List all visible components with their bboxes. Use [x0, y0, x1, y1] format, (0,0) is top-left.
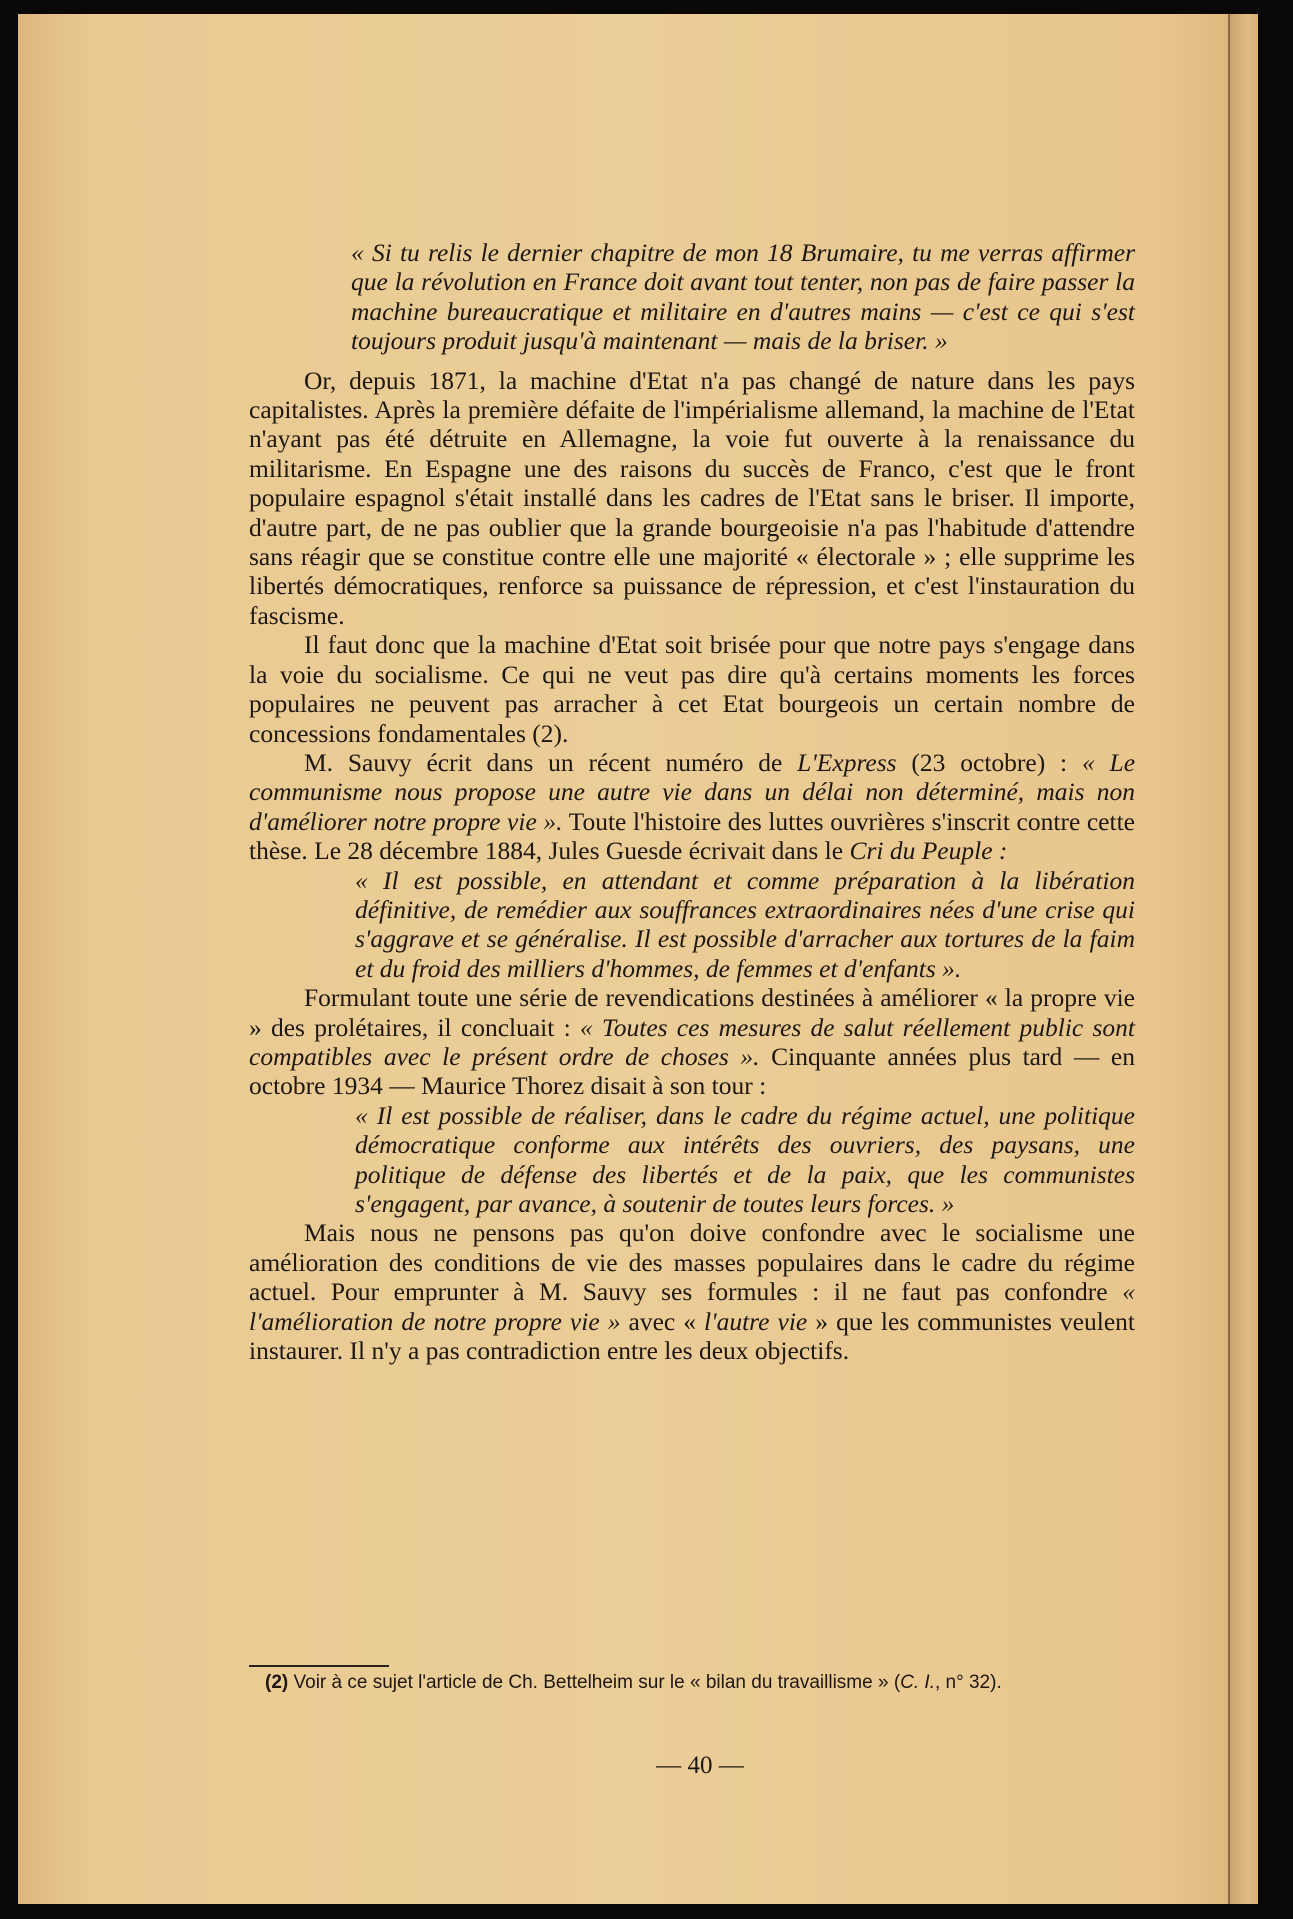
sauvy-phrase-2: l'autre vie — [704, 1306, 808, 1336]
page-number: — 40 — — [656, 1752, 744, 1779]
para5-text-c: avec « — [620, 1306, 705, 1336]
footnote-text-c: , n° 32). — [934, 1672, 1002, 1693]
para3-text-e: Toute l'histoire des luttes ouvrières s'inscrit contre cette thèse. Le 28 décembre 1884, Jules Guesde écrivait dans le — [249, 806, 1135, 866]
paragraph-1: Or, depuis 1871, la machine d'Etat n'a pas changé de nature dans les pays capitalistes. Après la première défaite de l'impérialisme allemand, la machine de l'Etat n'ayant pas été détruite en Allemagne, la voie fut ouverte à la renaissance du militarisme. En Espagne une des raisons du succès de Franco, c'est que le front populaire espagnol s'était installé dans les cadres de l'Etat sans le briser. Il importe, d'autre part, de ne pas oublier que la grande bourgeoisie n'a pas l'habitude d'attendre sans réagir que se constitue contre elle une majorité « électorale » ; elle supprime les libertés démocratiques, renforce sa puissance de répression, et c'est l'instauration du fascisme. — [249, 365, 1135, 630]
guesde-conclusion-quote: « Toutes ces mesures de salut réellement public sont compatibles avec le présent ordre de choses ». — [249, 1012, 1135, 1071]
para5-text-e: » que les communistes veulent instaurer. Il n'y a pas contradiction entre les deux objectifs. — [249, 1306, 1135, 1366]
para4-text-a: Formulant toute une série de revendications destinées à améliorer « la propre vie » des prolétaires, il concluait : — [249, 983, 1135, 1042]
para3-text-c: (23 octobre) : — [896, 747, 1082, 777]
para5-text-a: Mais nous ne pensons pas qu'on doive confondre avec le socialisme une amélioration des conditions de vie des masses populaires dans le cadre du régime actuel. Pour emprunter à M. Sauvy ses formules : il ne faut pas confondre — [249, 1218, 1135, 1307]
footnote — [265, 1672, 1145, 1694]
sauvy-phrase-1: « l'amélioration de notre propre vie » — [249, 1277, 1135, 1336]
paragraph-2: Il faut donc que la machine d'Etat soit brisée pour que notre pays s'engage dans la voie du socialisme. Ce qui ne veut pas dire qu'à certains moments les forces populaires ne peuvent pas arracher à cet Etat bourgeois un certain nombre de concessions fondamentales (2). — [249, 630, 1135, 748]
main-text — [249, 238, 1135, 1365]
para3-text-a: M. Sauvy écrit dans un récent numéro de — [304, 747, 798, 777]
paragraph-4 — [249, 983, 1135, 1101]
guesde-quote: « Il est possible, en attendant et comme préparation à la libération définitive, de remédier aux souffrances extraordinaires nées d'une crise qui s'aggrave et se généralise. Il est possible d'arracher aux tortures de la faim et du froid des milliers d'hommes, de femmes et d'enfants ». — [355, 865, 1135, 983]
paragraph-3 — [249, 748, 1135, 866]
thorez-quote: « Il est possible de réaliser, dans le cadre du régime actuel, une politique démocratique conforme aux intérêts des ouvriers, des paysans, une politique de défense des libertés et de la paix, que les communistes s'engagent, par avance, à soutenir de toutes leurs forces. » — [355, 1100, 1135, 1218]
footnote-text-a: Voir à ce sujet l'article de Ch. Bettelheim sur le « bilan du travaillisme » ( — [288, 1672, 901, 1693]
footnote-label: (2) — [265, 1672, 289, 1693]
marx-quote: « Si tu relis le dernier chapitre de mon 18 Brumaire, tu me verras affirmer que la révolution en France doit avant tout tenter, non pas de faire passer la machine bureaucratique et militaire en d'autres mains — c'est ce qui s'est toujours produit jusqu'à maintenant — mais de la briser. » — [351, 238, 1135, 356]
sauvy-quote: « Le communisme nous propose une autre vie dans un délai non déterminé, mais non d'améliorer notre propre vie ». — [249, 747, 1136, 836]
paragraph-5 — [249, 1218, 1135, 1365]
lexpress-title: L'Express — [797, 747, 897, 777]
footnote-rule — [249, 1665, 389, 1667]
para4-text-c: Cinquante années plus tard — en octobre 1934 — Maurice Thorez disait à son tour : — [249, 1041, 1135, 1101]
page-spine-edge — [1228, 14, 1250, 1904]
cri-du-peuple-title: Cri du Peuple : — [849, 836, 1008, 866]
footnote-journal: C. I. — [900, 1672, 935, 1693]
